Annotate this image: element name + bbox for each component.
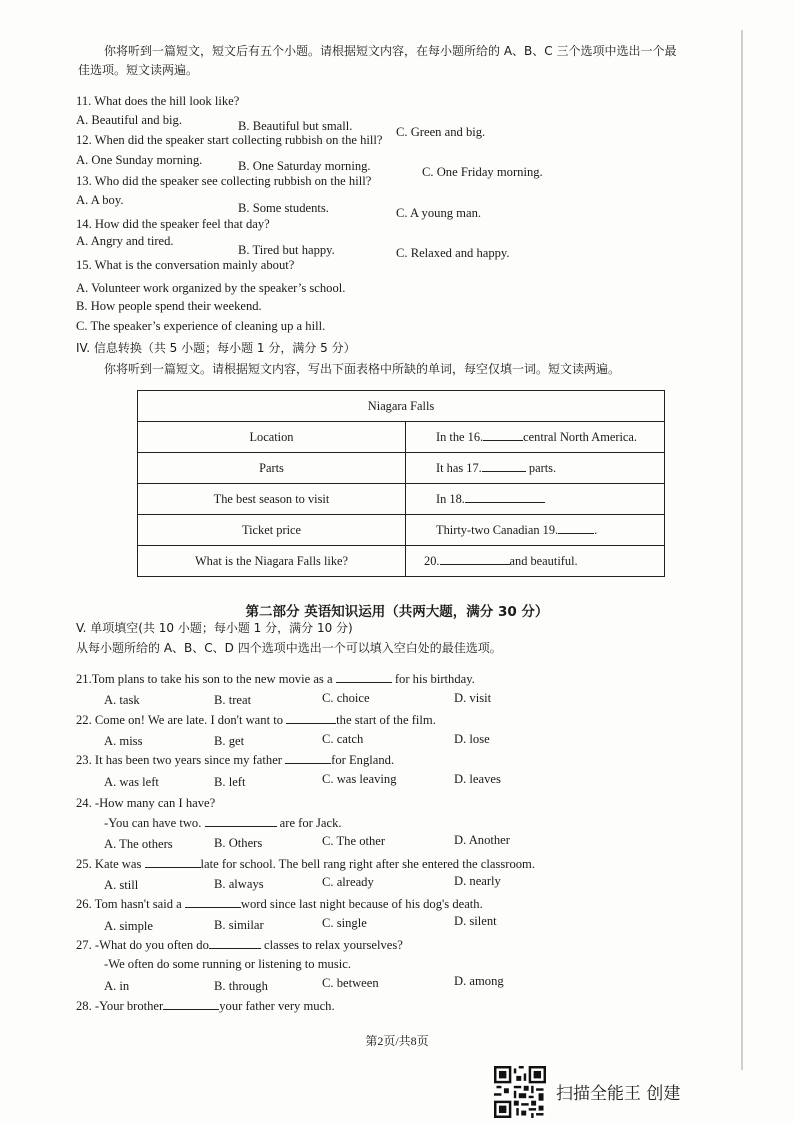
option-c: C. A young man. [396, 206, 482, 220]
option-a: A. in [104, 979, 130, 993]
qr-code-icon [494, 1066, 546, 1118]
answer-blank[interactable] [209, 937, 261, 949]
table-title: Niagara Falls [138, 391, 665, 422]
question-stem: 12. When did the speaker start collecting rubbish on the hill? [76, 133, 383, 147]
option-d: D. Another [454, 833, 510, 847]
option-c: C. The speaker’s experience of cleaning up a hill. [76, 319, 326, 333]
info-table [137, 390, 665, 577]
option-c: C. choice [322, 691, 370, 705]
scanner-watermark: 扫描全能王 创建 [556, 1084, 681, 1104]
option-b: B. get [214, 734, 245, 748]
option-c: C. Green and big. [396, 125, 486, 139]
listening-intro-line2: 佳选项。短文读两遍。 [78, 63, 199, 77]
option-d: D. silent [454, 914, 497, 928]
option-a: A. still [104, 878, 139, 892]
option-c: C. was leaving [322, 772, 397, 786]
table-row [138, 422, 665, 453]
option-a: A. task [104, 693, 140, 707]
option-a: A. Angry and tired. [76, 234, 174, 248]
option-c: C. The other [322, 834, 386, 848]
option-a: A. A boy. [76, 193, 124, 207]
page-number: 第2页/共8页 [365, 1034, 429, 1048]
answer-blank[interactable] [163, 998, 219, 1010]
row-label: Ticket price [138, 515, 406, 546]
question-stem: 13. Who did the speaker see collecting rubbish on the hill? [76, 174, 372, 188]
answer-blank[interactable] [185, 896, 241, 908]
option-d: D. among [454, 974, 504, 988]
option-a: A. simple [104, 919, 153, 933]
question-stem-2: -We often do some running or listening to music. [104, 957, 351, 971]
question-stem: 22. Come on! We are late. I don't want to the start of the film. [76, 713, 436, 727]
question-stem: 27. -What do you often do classes to relax yourselves? [76, 938, 403, 952]
row-label: Parts [138, 453, 406, 484]
option-d: D. lose [454, 732, 490, 746]
row-value: In 18. [406, 484, 665, 515]
option-c: C. already [322, 875, 374, 889]
row-value: Thirty-two Canadian 19. . [406, 515, 665, 546]
answer-blank[interactable] [145, 856, 201, 868]
answer-blank[interactable] [465, 491, 545, 503]
section-iv-intro: 你将听到一篇短文。请根据短文内容，写出下面表格中所缺的单词，每空仅填一词。短文读两遍。 [104, 362, 621, 376]
answer-blank[interactable] [483, 429, 523, 441]
question-stem: 28. -Your brother your father very much. [76, 999, 335, 1013]
option-b: B. Others [214, 836, 263, 850]
option-b: B. treat [214, 693, 252, 707]
row-label: What is the Niagara Falls like? [138, 546, 406, 577]
option-a: A. Beautiful and big. [76, 113, 182, 127]
table-row [138, 515, 665, 546]
option-c: C. Relaxed and happy. [396, 246, 510, 260]
answer-blank[interactable] [336, 671, 392, 683]
table-row [138, 484, 665, 515]
section-v-title: V. 单项填空(共 10 小题；每小题 1 分，满分 10 分) [76, 621, 353, 635]
option-a: A. One Sunday morning. [76, 153, 203, 167]
table-row [138, 453, 665, 484]
section-iv-title: IV. 信息转换（共 5 小题；每小题 1 分，满分 5 分） [76, 341, 356, 355]
question-stem: 21.Tom plans to take his son to the new movie as a for his birthday. [76, 672, 475, 686]
option-d: D. leaves [454, 772, 501, 786]
option-b: B. One Saturday morning. [238, 159, 371, 173]
option-c: C. catch [322, 732, 364, 746]
question-stem: 11. What does the hill look like? [76, 94, 240, 108]
row-label: The best season to visit [138, 484, 406, 515]
question-stem: 14. How did the speaker feel that day? [76, 217, 270, 231]
row-label: Location [138, 422, 406, 453]
option-b: B. similar [214, 918, 264, 932]
option-a: A. Volunteer work organized by the speaker’s school. [76, 281, 346, 295]
part2-title: 第二部分 英语知识运用（共两大题，满分 30 分） [245, 604, 549, 620]
option-b: B. Tired but happy. [238, 243, 335, 257]
answer-blank[interactable] [440, 553, 510, 565]
answer-blank[interactable] [285, 752, 331, 764]
option-b: B. Beautiful but small. [238, 119, 353, 133]
question-stem-2: -You can have two. are for Jack. [104, 816, 342, 830]
row-value: In the 16. central North America. [406, 422, 665, 453]
question-stem: 25. Kate was late for school. The bell rang right after she entered the classroom. [76, 857, 535, 871]
answer-blank[interactable] [558, 522, 594, 534]
option-a: A. was left [104, 775, 159, 789]
option-b: B. Some students. [238, 201, 329, 215]
option-c: C. single [322, 916, 367, 930]
answer-blank[interactable] [482, 460, 526, 472]
row-value: It has 17. parts. [406, 453, 665, 484]
option-c: C. between [322, 976, 379, 990]
right-margin-line [741, 30, 743, 1070]
listening-intro-line1: 你将听到一篇短文，短文后有五个小题。请根据短文内容，在每小题所给的 A、B、C 三个选项中选出一个最 [104, 44, 677, 58]
option-b: B. How people spend their weekend. [76, 299, 262, 313]
question-stem: 24. -How many can I have? [76, 796, 216, 810]
question-stem: 15. What is the conversation mainly about? [76, 258, 295, 272]
option-b: B. always [214, 877, 264, 891]
question-stem: 26. Tom hasn't said a word since last night because of his dog's death. [76, 897, 483, 911]
answer-blank[interactable] [205, 815, 277, 827]
option-d: D. visit [454, 691, 492, 705]
row-value: 20. and beautiful. [406, 546, 665, 577]
question-stem: 23. It has been two years since my father for England. [76, 753, 395, 767]
option-c: C. One Friday morning. [422, 165, 543, 179]
section-v-intro: 从每小题所给的 A、B、C、D 四个选项中选出一个可以填入空白处的最佳选项。 [76, 641, 502, 655]
answer-blank[interactable] [286, 712, 336, 724]
option-a: A. miss [104, 734, 143, 748]
option-b: B. left [214, 775, 246, 789]
option-d: D. nearly [454, 874, 501, 888]
option-a: A. The others [104, 837, 173, 851]
table-row [138, 546, 665, 577]
option-b: B. through [214, 979, 268, 993]
